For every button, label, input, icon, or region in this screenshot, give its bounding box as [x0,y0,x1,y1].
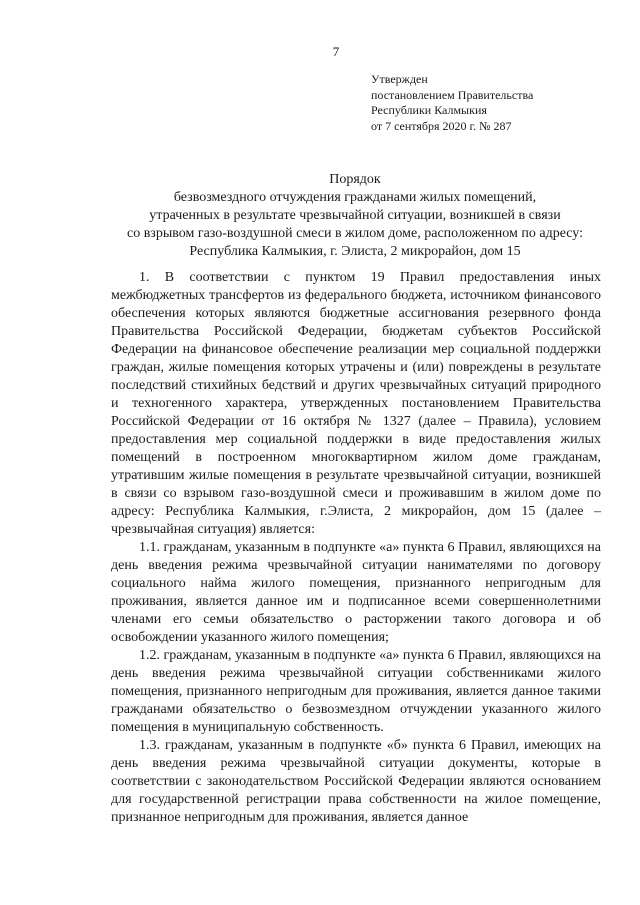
title-line: со взрывом газо-воздушной смеси в жилом доме, расположенном по адресу: [126,226,584,241]
approval-line: Республики Калмыкия [371,103,487,117]
approval-line: Утвержден [371,72,428,86]
paragraph-1-3: 1.3. гражданам, указанным в подпункте «б» пункта 6 Правил, имеющих на день введения режима чрезвычайной ситуации документы, которые в соответствии с законодательством Российской Федерации являются основанием для государственной регистрации права собственности на жилое помещение, признанное непригодным для проживания, является данное [111,738,601,825]
page-number: 7 [332,44,340,59]
paragraph-1: 1. В соответствии с пунктом 19 Правил предоставления иных межбюджетных трансфертов из федерального бюджета, источником финансового обеспечения которых являются бюджетные ассигнования резервного фонда Правительства Российской Федерации, бюджетам субъектов Российской Федерации на финансовое обеспечение реализации мер социальной поддержки граждан, жилые помещения которых утрачены и (или) повреждены в результате последствий стихийных бедствий и других чрезвычайных ситуаций природного и техногенного характера, утвержденных постановлением Правительства Российской Федерации от 16 октября № 1327 (далее – Правила), условием предоставления мер социальной поддержки в виде предоставления жилых помещений в построенном многоквартирном жилом доме гражданам, утратившим жилые помещения в результате чрезвычайной ситуации, возникшей в связи со взрывом газо-воздушной смеси и проживавшим в жилом доме по адресу: Республика Калмыкия, г.Элиста, 2 микрорайон, дом 15 (далее – чрезвычайная ситуация) является: [111,270,601,537]
approval-block [371,72,533,134]
title-line: безвозмездного отчуждения гражданами жилых помещений, [173,190,537,205]
document-body [111,269,601,827]
title-line: Республика Калмыкия, г. Элиста, 2 микрорайон, дом 15 [189,244,521,259]
title-line: утраченных в результате чрезвычайной ситуации, возникшей в связи [149,208,561,223]
approval-line: постановлением Правительства [371,87,534,102]
document-title [80,171,630,261]
approval-line: от 7 сентября 2020 г. № 287 [371,118,512,133]
title-line: Порядок [329,172,381,187]
paragraph-1-2: 1.2. гражданам, указанным в подпункте «а» пункта 6 Правил, являющихся на день введения режима чрезвычайной ситуации собственниками жилого помещения, признанного непригодным для проживания, является данное такими гражданами обязательство о безвозмездном отчуждении указанного жилого помещения в муниципальную собственность. [111,648,601,735]
paragraph-1-1: 1.1. гражданам, указанным в подпункте «а» пункта 6 Правил, являющихся на день введения режима чрезвычайной ситуации нанимателями по договору социального найма жилого помещения, признанного непригодным для проживания, является данное им и подписанное всеми совершеннолетними членами его семьи обязательство о расторжении такого договора и об освобождении указанного жилого помещения; [111,540,601,645]
